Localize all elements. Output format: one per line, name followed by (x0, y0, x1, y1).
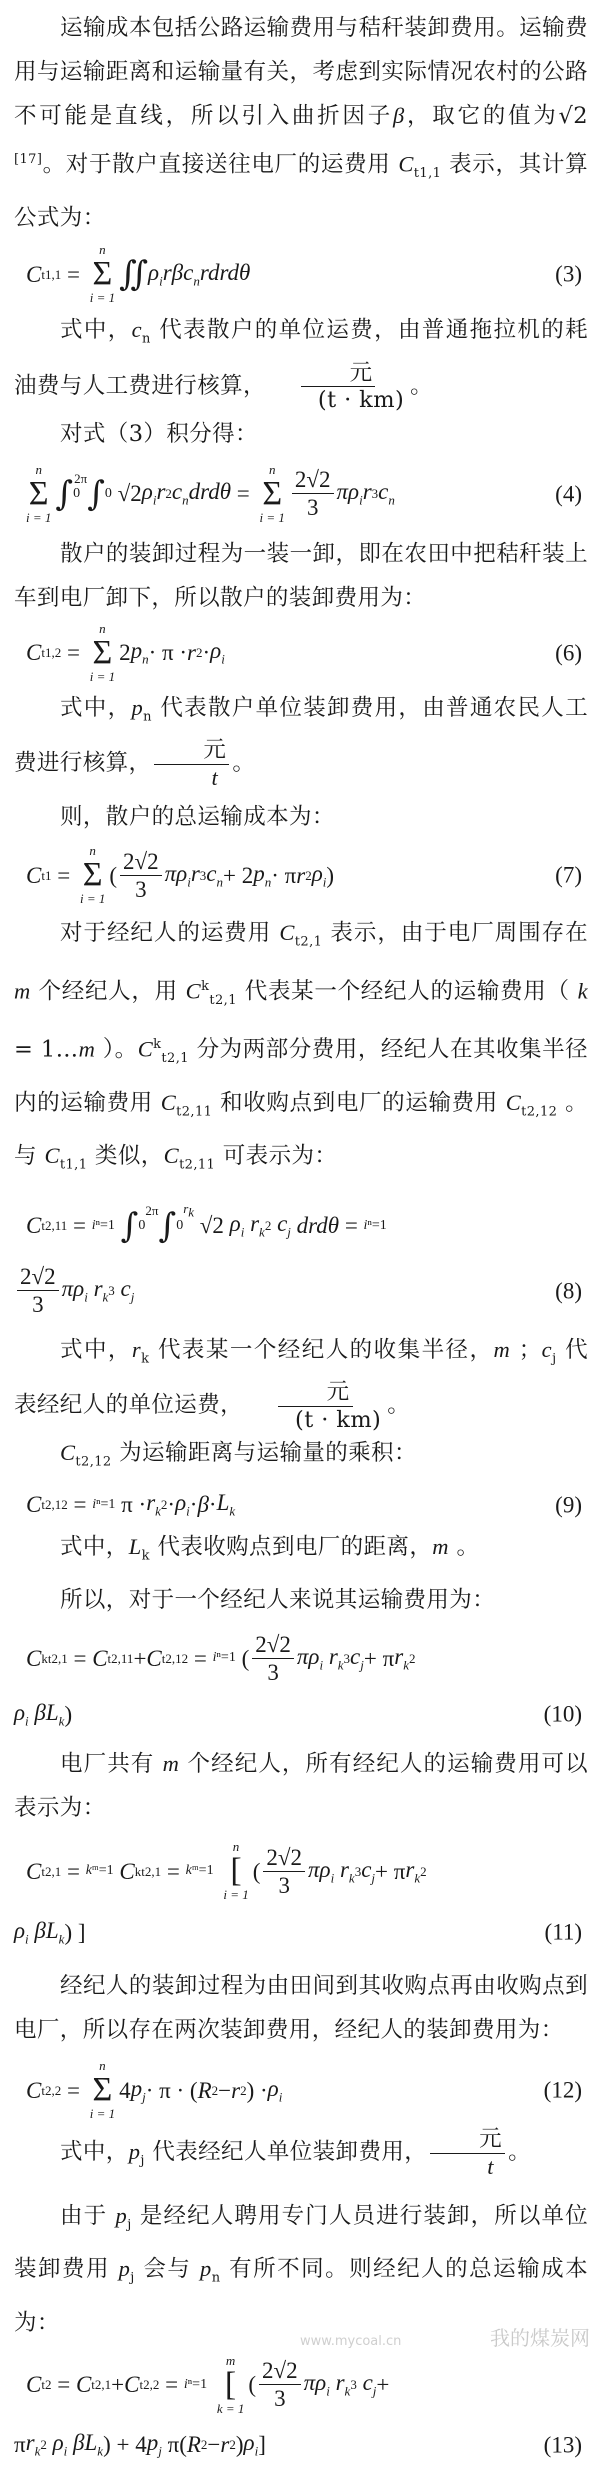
equation-11-line1: C t2,1 = k ᵐ= 1 C k t2,1 = k ᵐ= 1 n [ i = 1 ( $\frac{2√2}{3}$ $\pi\rho_i$ $r_k$ 3 $c_j$ + π $r_k$ 2 (26, 1839, 427, 1902)
paragraph-10: 式中，$L_k$ 代表收购点到电厂的距离，m 。 (60, 1533, 480, 1563)
equation-10-line2: $\rho_i$ $\beta L_k$ ) (10) (14, 1699, 582, 1729)
equation-11-number: (11) (544, 1919, 582, 1945)
equation-9: C t2,12 = i ⁿ= 1 π · $r_k$ 2 · $\rho_i$ · β · $L_k$ (9) (26, 1490, 582, 1519)
paragraph-14: 式中，$p_j$ 代表经纪人单位装卸费用， $\frac{\text{元}}{t}$ 。 (60, 2126, 531, 2179)
watermark-url: www.mycoal.cn (300, 2334, 402, 2349)
equation-4: n Σ i = 1 ∫ 0 2π ∫ 0 √2 $\rho_ir$ 2 $c_ndrd\theta$ = n Σ i = 1 $\frac{2√2}{3}$ $\pi\rho_ir$ 3 $c_n$ (4) (26, 461, 582, 525)
equation-13-line1: C t2 = C t2,1 + C t2,2 = i ⁿ= 1 m [ k = 1 ( $\frac{2√2}{3}$ $\pi\rho_i$ $r_k$ 3 $c_j$ + (26, 2352, 390, 2416)
paragraph-13: 经纪人的装卸过程为由田间到其收购点再由收购点到电厂，所以存在两次装卸费用，经纪人的装卸费用为： (14, 1973, 588, 2043)
equation-7-number: (7) (555, 862, 582, 888)
equation-12-number: (12) (543, 2077, 582, 2103)
equation-10-number: (10) (543, 1701, 582, 1727)
equation-9-number: (9) (555, 1492, 582, 1517)
equation-13-number: (13) (543, 2432, 582, 2457)
equation-8-line2: $\frac{2√2}{3}$ $\pi\rho_i$ $r_k$ 3 $c_j$ (8) (14, 1264, 588, 1318)
equation-8-number: (8) (555, 1278, 582, 1303)
equation-3: C t1,1 = n Σ i = 1 ∬ $\rho_ir\beta c_nrdrd\theta$ (3) (26, 242, 582, 305)
paragraph-2: 式中，$c_n$ 代表散户的单位运费，由普通拖拉机的耗油费与人工费进行核算， $\frac{\text{元}}{(t \cdot km)}$ 。 (14, 317, 588, 413)
equation-4-number: (4) (555, 481, 582, 506)
equation-12: C t2,2 = n Σ i = 1 4 $p_j$ · π · ( R 2 − r 2 ) · $\rho_i$ (12) (26, 2058, 582, 2121)
paragraph-1: 运输成本包括公路运输费用与秸秆装卸费用。运输费用与运输距离和运输量有关，考虑到实际情况农村的公路不可能是直线，所以引入曲折因子β，取它的值为√2 [17]。对于散户直接送往电厂的运费用 $C_{t1,1}$ 表示，其计算公式为： (14, 15, 588, 231)
equation-10-line1: C k t2,1 = C t2,11 + C t2,12 = i ⁿ= 1 ( $\frac{2√2}{3}$ $\pi\rho_i$ $r_k$ 3 $c_j$ + π $r_k$ 2 (26, 1631, 416, 1685)
paragraph-12: 电厂共有 m 个经纪人，所有经纪人的运输费用可以表示为： (14, 1751, 588, 1821)
paragraph-7: 对于经纪人的运费用 $C_{t2,1}$ 表示，由于电厂周围存在 m 个经纪人，用 $C^k_{t2,1}$ 代表某一个经纪人的运输费用（ k = 1…m ）。$C^k_{t2,1}$ 分为两部分费用，经纪人在其收集半径内的运输费用 $C_{t2,11}$ 和收购点到电厂的运输费用 $C_{t2,12}$ 。与 $C_{t1,1}$ 类似，$C_{t2,11}$ 可表示为： (14, 920, 589, 1173)
equation-7: C t1 = n Σ i = 1 ( $\frac{2√2}{3}$ $\pi\rho_ir$ 3 $c_n$ + 2 $p_n$ · π r 2 $\rho_i$ ) (7) (26, 843, 582, 906)
equation-6-number: (6) (555, 640, 582, 665)
equation-8-line1: C t2,11 = i ⁿ= 1 ∫ 0 2π ∫ 0 $^{r_k}$ √2 $\rho_i$ $r_k$ 2 $c_j$ drdθ = i ⁿ= 1 (26, 1201, 387, 1246)
equation-11-line2: $\rho_i$ $\beta L_k$ ) ] (11) (14, 1917, 582, 1947)
paragraph-11: 所以，对于一个经纪人来说其运输费用为： (60, 1587, 496, 1613)
paragraph-9: $C_{t2,12}$ 为运输距离与运输量的乘积： (60, 1440, 417, 1470)
watermark-logo (490, 2322, 590, 2351)
equation-13-line2: π $r_k$ 2 $\rho_i$ $\beta L_k$ ) + 4 $p_j$ π( R 2 − r 2 ) $\rho_i$ ] (13) (14, 2430, 582, 2459)
paragraph-6: 则，散户的总运输成本为： (60, 804, 335, 830)
paragraph-8: 式中，$r_k$ 代表某一个经纪人的收集半径，m ；$c_j$ 代表经纪人的单位运费， $\frac{\text{元}}{(t \cdot km)}$ 。 (14, 1336, 589, 1433)
equation-6: C t1,2 = n Σ i = 1 2 $p_n$ · π · r 2 · $\rho_i$ (6) (26, 620, 582, 684)
watermark-text: 我的煤炭网 (490, 2326, 590, 2350)
paragraph-5: 式中，$p_n$ 代表散户单位装卸费用，由普通农民人工费进行核算， $\frac{\text{元}}{t}$ 。 (14, 694, 588, 790)
paragraph-4: 散户的装卸过程为一装一卸，即在农田中把秸秆装上车到电厂卸下，所以散户的装卸费用为： (14, 540, 588, 611)
equation-3-number: (3) (555, 261, 582, 287)
paragraph-15: 由于 $p_j$ 是经纪人聘用专门人员进行装卸，所以单位装卸费用 $p_j$ 会与 $p_n$ 有所不同。则经纪人的总运输成本为： (14, 2202, 589, 2336)
paragraph-3: 对式（3）积分得： (60, 420, 258, 447)
